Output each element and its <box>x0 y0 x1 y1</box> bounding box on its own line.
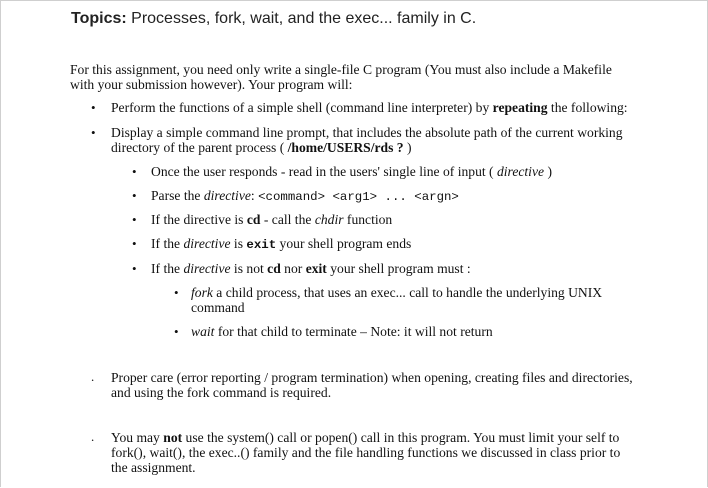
third-bullet-wait <box>191 324 493 340</box>
text: If the directive is <box>151 212 247 227</box>
text: a child process, that uses an exec... call to handle the underlying UNIX <box>212 285 603 300</box>
text: Once the user responds - read in the users' single line of input ( <box>151 164 497 179</box>
text: directory of the parent process ( <box>111 140 288 155</box>
bullet-restrictions-line-2: fork(), wait(), the exec..() family and the file handling functions we discussed in class prior to <box>111 445 621 460</box>
sub-bullet-read-input <box>151 164 552 180</box>
text: - call the <box>260 212 315 227</box>
italic-text: wait <box>191 324 215 339</box>
text: is not <box>230 261 268 276</box>
text: : <box>250 188 259 203</box>
page-title <box>71 10 476 28</box>
text: for that child to terminate – Note: it will not return <box>214 324 493 339</box>
text: nor <box>280 261 306 276</box>
italic-text: directive <box>203 188 251 203</box>
text: is <box>230 236 247 251</box>
bullet-display-prompt-line-1: Display a simple command line prompt, that includes the absolute path of the current working <box>111 125 623 140</box>
bullet-display-prompt-line-2 <box>111 140 412 156</box>
sub-bullet-not-cd-nor-exit <box>151 261 471 277</box>
italic-text: directive <box>183 261 231 276</box>
bullet-marker: . <box>91 429 95 444</box>
italic-text: directive <box>496 164 545 179</box>
text: ) <box>403 140 412 155</box>
italic-text: chdir <box>314 212 344 227</box>
text: Perform the functions of a simple shell (command line interpreter) by <box>111 100 493 115</box>
code-text: <command> <arg1> ... <argn> <box>258 190 459 204</box>
bullet-marker: • <box>174 324 179 339</box>
bullet-marker: • <box>132 212 137 227</box>
italic-text: fork <box>191 285 213 300</box>
third-bullet-fork-line-2: command <box>191 300 245 315</box>
bold-text: cd <box>246 212 261 227</box>
bullet-proper-care-line-2: and using the fork command is required. <box>111 385 332 400</box>
intro-line-1: For this assignment, you need only write a single-file C program (You must also include a Makefile <box>70 62 612 77</box>
bullet-marker: • <box>132 261 137 276</box>
bullet-marker: • <box>132 188 137 203</box>
text: Parse the <box>151 188 204 203</box>
text: use the system() call or popen() call in this program. You must limit your self to <box>182 430 620 445</box>
italic-text: directive <box>183 236 231 251</box>
code-text: exit <box>246 238 277 252</box>
text: your shell program ends <box>276 236 412 251</box>
bold-text: /home/USERS/rds ? <box>287 140 404 155</box>
title-text: Processes, fork, wait, and the exec... family in C. <box>126 10 477 27</box>
sub-bullet-parse-directive <box>151 188 459 206</box>
bullet-marker: • <box>91 100 96 115</box>
bullet-marker: • <box>132 236 137 251</box>
text: If the <box>151 236 184 251</box>
text: the following: <box>547 100 628 115</box>
text: ) <box>544 164 552 179</box>
title-label: Topics: <box>71 10 127 27</box>
bullet-marker: • <box>132 164 137 179</box>
bullet-marker: • <box>91 125 96 140</box>
bullet-marker: • <box>174 285 179 300</box>
bullet-restrictions-line-1 <box>111 430 619 446</box>
bold-text: cd <box>267 261 281 276</box>
bullet-proper-care-line-1: Proper care (error reporting / program termination) when opening, creating files and directories, <box>111 370 633 385</box>
bullet-marker: . <box>91 369 95 384</box>
sub-bullet-exit <box>151 236 411 254</box>
intro-line-2: with your submission however). Your program will: <box>70 77 353 92</box>
text: your shell program must : <box>326 261 471 276</box>
text: function <box>343 212 393 227</box>
text: If the <box>151 261 184 276</box>
bold-text: exit <box>305 261 327 276</box>
third-bullet-fork-line-1 <box>191 285 602 301</box>
bullet-restrictions-line-3: the assignment. <box>111 460 196 475</box>
bold-text: not <box>163 430 183 445</box>
bullet-perform-functions <box>111 100 628 116</box>
sub-bullet-cd <box>151 212 392 228</box>
bold-text: repeating <box>492 100 548 115</box>
text: You may <box>111 430 164 445</box>
